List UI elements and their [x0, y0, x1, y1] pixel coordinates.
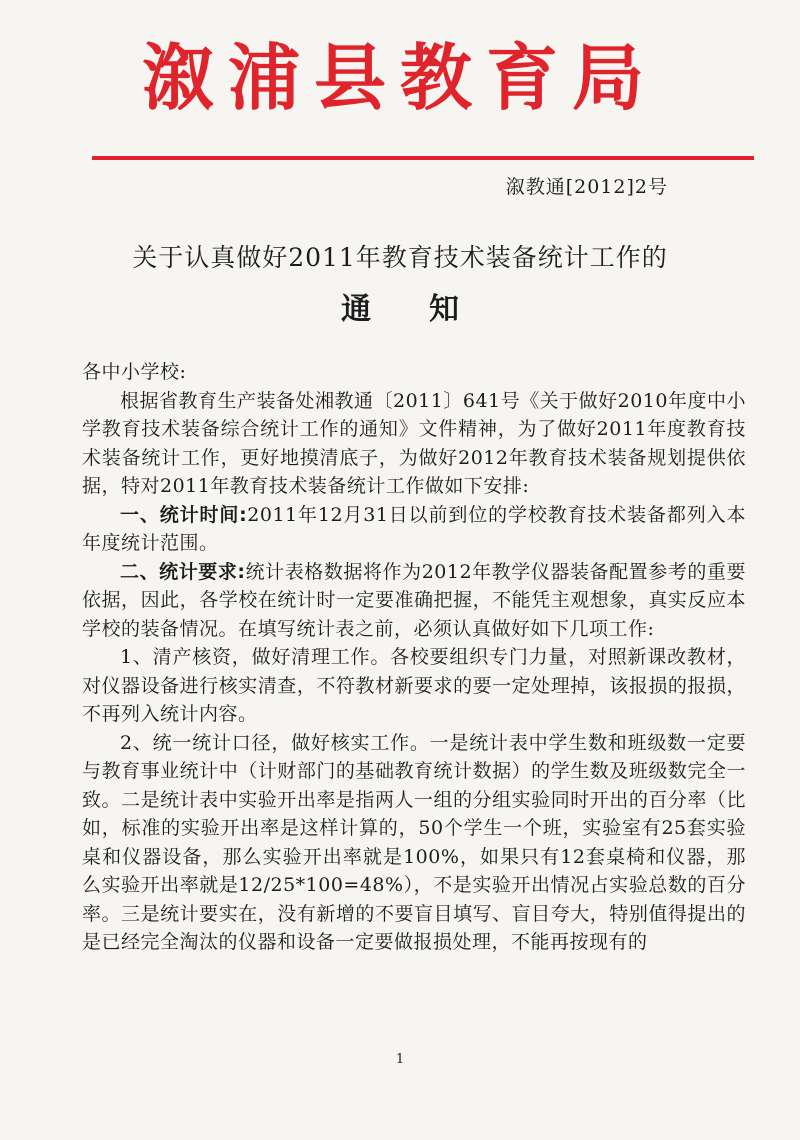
document-number: 溆教通[2012]2号: [505, 176, 668, 198]
section-text: 2011年12月31日以前到位的学校教育技术装备都列入本年度统计范围。: [82, 503, 746, 554]
letterhead-red-rule: [92, 156, 754, 160]
section-heading: 二、统计要求:: [120, 560, 246, 583]
list-item: 2、统一统计口径，做好核实工作。一是统计表中学生数和班级数一定要与教育事业统计中（计财部门的基础教育统计数据）的学生数及班级数完全一致。二是统计表中实验开出率是指两人一组的分组实验同时开出的百分率（比如，标准的实验开出率是这样计算的，50个学生一个班，实验室有25套实验桌和仪器设备，那么实验开出率就是100%，如果只有12套桌椅和仪器，那么实验开出率就是12/25*100=48%），不是实验开出情况占实验总数的百分率。三是统计要实在，没有新增的不要盲目填写、盲目夸大，特别值得提出的是已经完全淘汰的仪器和设备一定要做报损处理，不能再按现有的: [82, 731, 746, 953]
agency-letterhead: 溆浦县教育局: [141, 36, 658, 120]
document-title-line1: 关于认真做好2011年教育技术装备统计工作的: [132, 243, 668, 272]
document-body: [82, 358, 746, 957]
section-heading: 一、统计时间:: [120, 503, 248, 526]
document-title-line2: 通知: [341, 292, 517, 327]
section-text: 统计表格数据将作为2012年教学仪器装备配置参考的重要依据，因此，各学校在统计时一定要准确把握，不能凭主观想象，真实反应本学校的装备情况。在填写统计表之前，必须认真做好如下几项工作:: [82, 560, 746, 640]
section-statistics-requirements: [82, 558, 746, 644]
list-item: 1、清产核资，做好清理工作。各校要组织专门力量，对照新课改教材，对仪器设备进行核实清查，不符教材新要求的要一定处理掉，该报损的报损，不再列入统计内容。: [82, 646, 746, 725]
salutation: 各中小学校:: [82, 361, 187, 383]
page-number: 1: [395, 1052, 405, 1067]
section-statistics-time: [82, 501, 746, 558]
paragraph-intro: 根据省教育生产装备处湘教通〔2011〕641号《关于做好2010年度中小学教育技术装备综合统计工作的通知》文件精神，为了做好2011年度教育技术装备统计工作，更好地摸清底子，为做好2012年教育技术装备规划提供依据，特对2011年教育技术装备统计工作做如下安排:: [82, 389, 746, 497]
